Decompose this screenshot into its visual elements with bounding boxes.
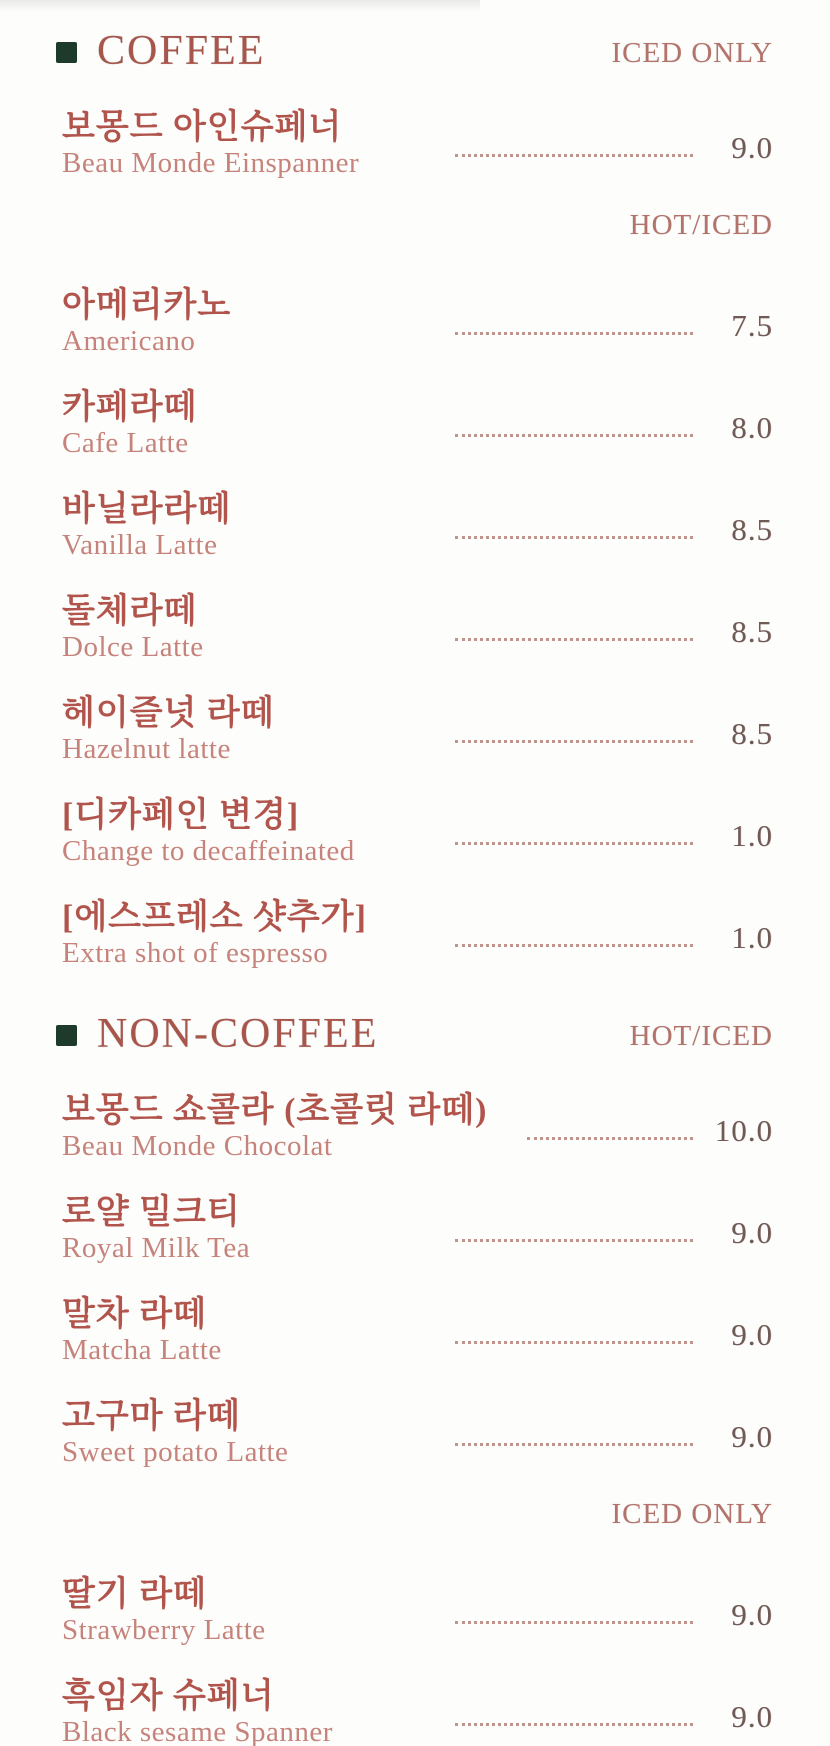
item-name-english: Hazelnut latte xyxy=(62,733,231,765)
menu-item xyxy=(62,388,773,459)
availability-tag: ICED ONLY xyxy=(611,37,773,69)
item-name-korean: 아메리카노 xyxy=(62,287,232,324)
bullet-square-icon xyxy=(56,42,77,63)
menu-item xyxy=(62,694,773,765)
item-price: 1.0 xyxy=(731,919,773,955)
availability-tag: ICED ONLY xyxy=(611,1498,773,1530)
item-name-english: Beau Monde Einspanner xyxy=(62,147,360,179)
item-pricing xyxy=(231,286,773,357)
item-pricing xyxy=(355,796,773,867)
menu-item xyxy=(62,1193,773,1264)
item-name-english: Beau Monde Chocolat xyxy=(62,1130,333,1162)
item-name-english: Black sesame Spanner xyxy=(62,1716,333,1746)
item-price: 1.0 xyxy=(731,817,773,853)
item-name-english: Change to decaffeinated xyxy=(62,835,355,867)
item-price: 8.5 xyxy=(731,715,773,751)
item-name-korean: 말차 라떼 xyxy=(62,1296,207,1333)
menu-item xyxy=(62,108,773,179)
menu-item xyxy=(62,286,773,357)
item-name-korean: 돌체라떼 xyxy=(62,593,198,630)
item-name-english: Matcha Latte xyxy=(62,1334,222,1366)
item-price: 9.0 xyxy=(731,1596,773,1632)
item-pricing xyxy=(266,1575,773,1646)
item-price: 9.0 xyxy=(731,1698,773,1734)
item-name-korean: 로얄 밀크티 xyxy=(62,1194,241,1231)
item-pricing xyxy=(222,1295,773,1366)
item-name-english: Vanilla Latte xyxy=(62,529,218,561)
item-pricing xyxy=(333,1677,773,1746)
item-name-korean: [디카페인 변경] xyxy=(62,797,300,834)
item-price: 8.5 xyxy=(731,613,773,649)
menu-item xyxy=(62,1397,773,1468)
section-header-left xyxy=(56,1013,378,1055)
dot-leader xyxy=(455,434,693,437)
menu-section xyxy=(62,30,773,969)
dot-leader xyxy=(455,1621,693,1624)
item-name-english: Strawberry Latte xyxy=(62,1614,266,1646)
menu-item xyxy=(62,592,773,663)
item-name-english: Sweet potato Latte xyxy=(62,1436,289,1468)
item-price: 7.5 xyxy=(731,307,773,343)
menu-item xyxy=(62,796,773,867)
item-names xyxy=(62,592,204,663)
item-names xyxy=(62,1397,288,1468)
section-header xyxy=(62,30,773,72)
item-name-korean: 고구마 라떼 xyxy=(62,1398,241,1435)
dot-leader xyxy=(455,740,693,743)
item-names xyxy=(62,286,231,357)
item-price: 9.0 xyxy=(731,129,773,165)
section-header xyxy=(62,1013,773,1055)
section-title: NON-COFFEE xyxy=(97,1011,379,1057)
availability-row xyxy=(62,1499,773,1529)
section-body xyxy=(62,1091,773,1746)
section-header-left xyxy=(56,30,265,72)
menu-section xyxy=(62,1013,773,1746)
menu-item xyxy=(62,1575,773,1646)
item-names xyxy=(62,1193,250,1264)
item-name-english: Royal Milk Tea xyxy=(62,1232,251,1264)
bullet-square-icon xyxy=(56,1025,77,1046)
item-pricing xyxy=(367,898,773,969)
item-name-korean: 바닐라라떼 xyxy=(62,491,232,528)
dot-leader xyxy=(455,1443,693,1446)
item-price: 9.0 xyxy=(731,1214,773,1250)
item-name-english: Extra shot of espresso xyxy=(62,937,329,969)
item-pricing xyxy=(231,490,773,561)
item-name-english: Cafe Latte xyxy=(62,427,189,459)
dot-leader xyxy=(455,536,693,539)
dot-leader xyxy=(455,1341,693,1344)
item-names xyxy=(62,1575,266,1646)
item-name-english: Dolce Latte xyxy=(62,631,204,663)
item-name-korean: [에스프레소 샷추가] xyxy=(62,899,367,936)
availability-tag: HOT/ICED xyxy=(629,1020,773,1052)
menu-item xyxy=(62,898,773,969)
item-names xyxy=(62,1295,222,1366)
item-price: 8.0 xyxy=(731,409,773,445)
item-names xyxy=(62,388,197,459)
dot-leader xyxy=(455,944,693,947)
item-price: 10.0 xyxy=(714,1112,773,1148)
menu-item xyxy=(62,1295,773,1366)
item-pricing xyxy=(288,1397,773,1468)
item-pricing xyxy=(275,694,773,765)
item-name-korean: 보몽드 쇼콜라 (초콜릿 라떼) xyxy=(62,1092,488,1129)
availability-tag: HOT/ICED xyxy=(629,209,773,241)
availability-row xyxy=(62,210,773,240)
section-body xyxy=(62,108,773,969)
item-price: 9.0 xyxy=(731,1418,773,1454)
item-names xyxy=(62,1091,487,1162)
item-names xyxy=(62,694,275,765)
item-price: 8.5 xyxy=(731,511,773,547)
item-pricing xyxy=(359,108,773,179)
dot-leader xyxy=(455,842,693,845)
dot-leader xyxy=(455,1239,693,1242)
item-names xyxy=(62,796,355,867)
dot-leader xyxy=(455,154,693,157)
item-pricing xyxy=(250,1193,773,1264)
section-title: COFFEE xyxy=(97,28,266,74)
item-names xyxy=(62,108,359,179)
item-name-korean: 딸기 라떼 xyxy=(62,1576,207,1613)
dot-leader xyxy=(455,1723,693,1726)
item-pricing xyxy=(204,592,773,663)
item-name-english: Americano xyxy=(62,325,196,357)
item-name-korean: 흑임자 슈페너 xyxy=(62,1678,275,1715)
item-pricing xyxy=(487,1091,773,1162)
item-price: 9.0 xyxy=(731,1316,773,1352)
menu-item xyxy=(62,1091,773,1162)
item-names xyxy=(62,1677,333,1746)
menu-root xyxy=(62,30,773,1746)
dot-leader xyxy=(455,638,693,641)
menu-item xyxy=(62,490,773,561)
item-name-korean: 카페라떼 xyxy=(62,389,198,426)
item-name-korean: 헤이즐넛 라떼 xyxy=(62,695,275,732)
dot-leader xyxy=(455,332,693,335)
item-names xyxy=(62,490,231,561)
item-names xyxy=(62,898,367,969)
item-name-korean: 보몽드 아인슈페너 xyxy=(62,109,343,146)
dot-leader xyxy=(527,1137,693,1140)
item-pricing xyxy=(197,388,773,459)
menu-item xyxy=(62,1677,773,1746)
